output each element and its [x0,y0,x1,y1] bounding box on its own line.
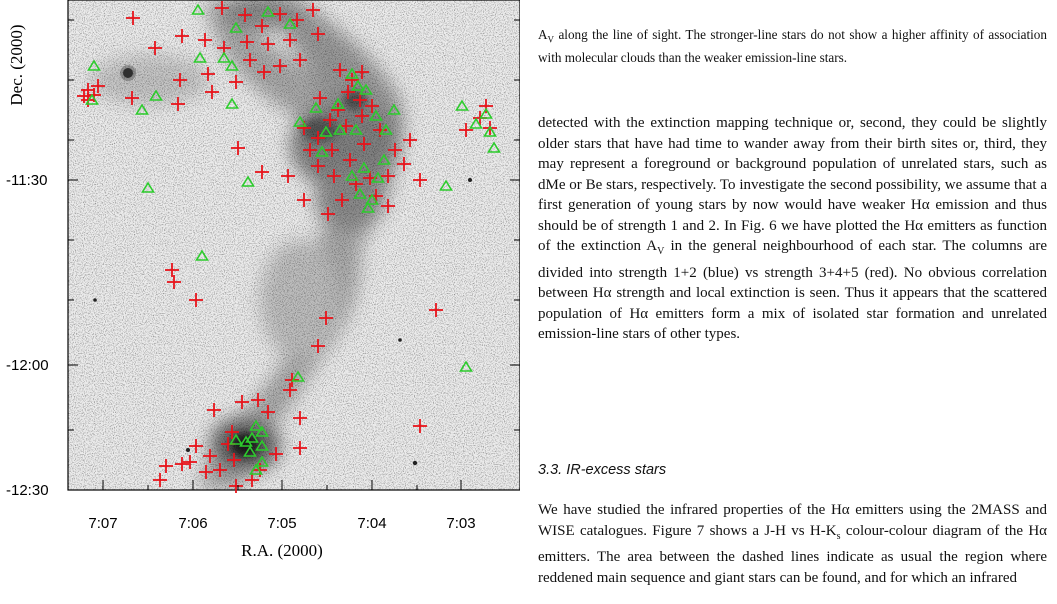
x-tick-label: 7:05 [267,515,297,532]
y-tick-label: -12:30 [6,482,49,499]
y-tick-label: -11:30 [6,172,48,189]
caption-top-remnant [538,0,1047,14]
right-text-column [538,0,1047,599]
caption-text: $A_V$ along the line of sight. The stronger-line stars do not show a higher affinity of association with molecular clouds than the weaker emission-line stars. [538,27,1047,65]
x-tick-label: 7:03 [446,515,476,532]
figure-caption [538,26,1047,66]
nebula-image [68,0,520,490]
sky-map-figure [0,0,520,599]
body-paragraph-2: We have studied the infrared properties of the Hα emitters using the 2MASS and WISE catalogues. Figure 7 shows a J-H vs $H-K_s$ colour-colour diagram of the Hα emitters. The area between the dashed lines indicate as usual the region where reddened main sequence and giant stars can be found, and for which an infrared [538,502,1047,586]
figure-panel [0,0,520,599]
y-tick-label: -12:00 [6,357,49,374]
x-tick-label: 7:06 [178,515,208,532]
x-axis-label: R.A. (2000) [241,541,323,560]
section-heading: 3.3. IR-excess stars [538,462,667,478]
x-tick-label: 7:04 [357,515,387,532]
y-axis-label: Dec. (2000) [7,24,26,106]
body-paragraph-1: detected with the extinction mapping technique or, second, they could be slightly older stars that have had time to wander away from their birth sites or, third, they may represent a foreground or background population of unrelated stars, such as dMe or Be stars, respectively. To investigate the second possibility, we assume that a first generation of young stars by now would have weaker Hα emission and thus should be of strength 1 and 2. In Fig. 6 we have plotted the Hα emitters as function of the extinction $A_V$ in the general neighbourhood of each star. The columns are divided into strength 1+2 (blue) vs strength 3+4+5 (red). No obvious correlation between Hα strength and local extinction is seen. Thus it appears that the scattered population of Hα emitters form a mix of isolated star formation and unrelated emission-line stars of other types. [538,115,1048,342]
x-tick-label: 7:07 [88,515,118,532]
